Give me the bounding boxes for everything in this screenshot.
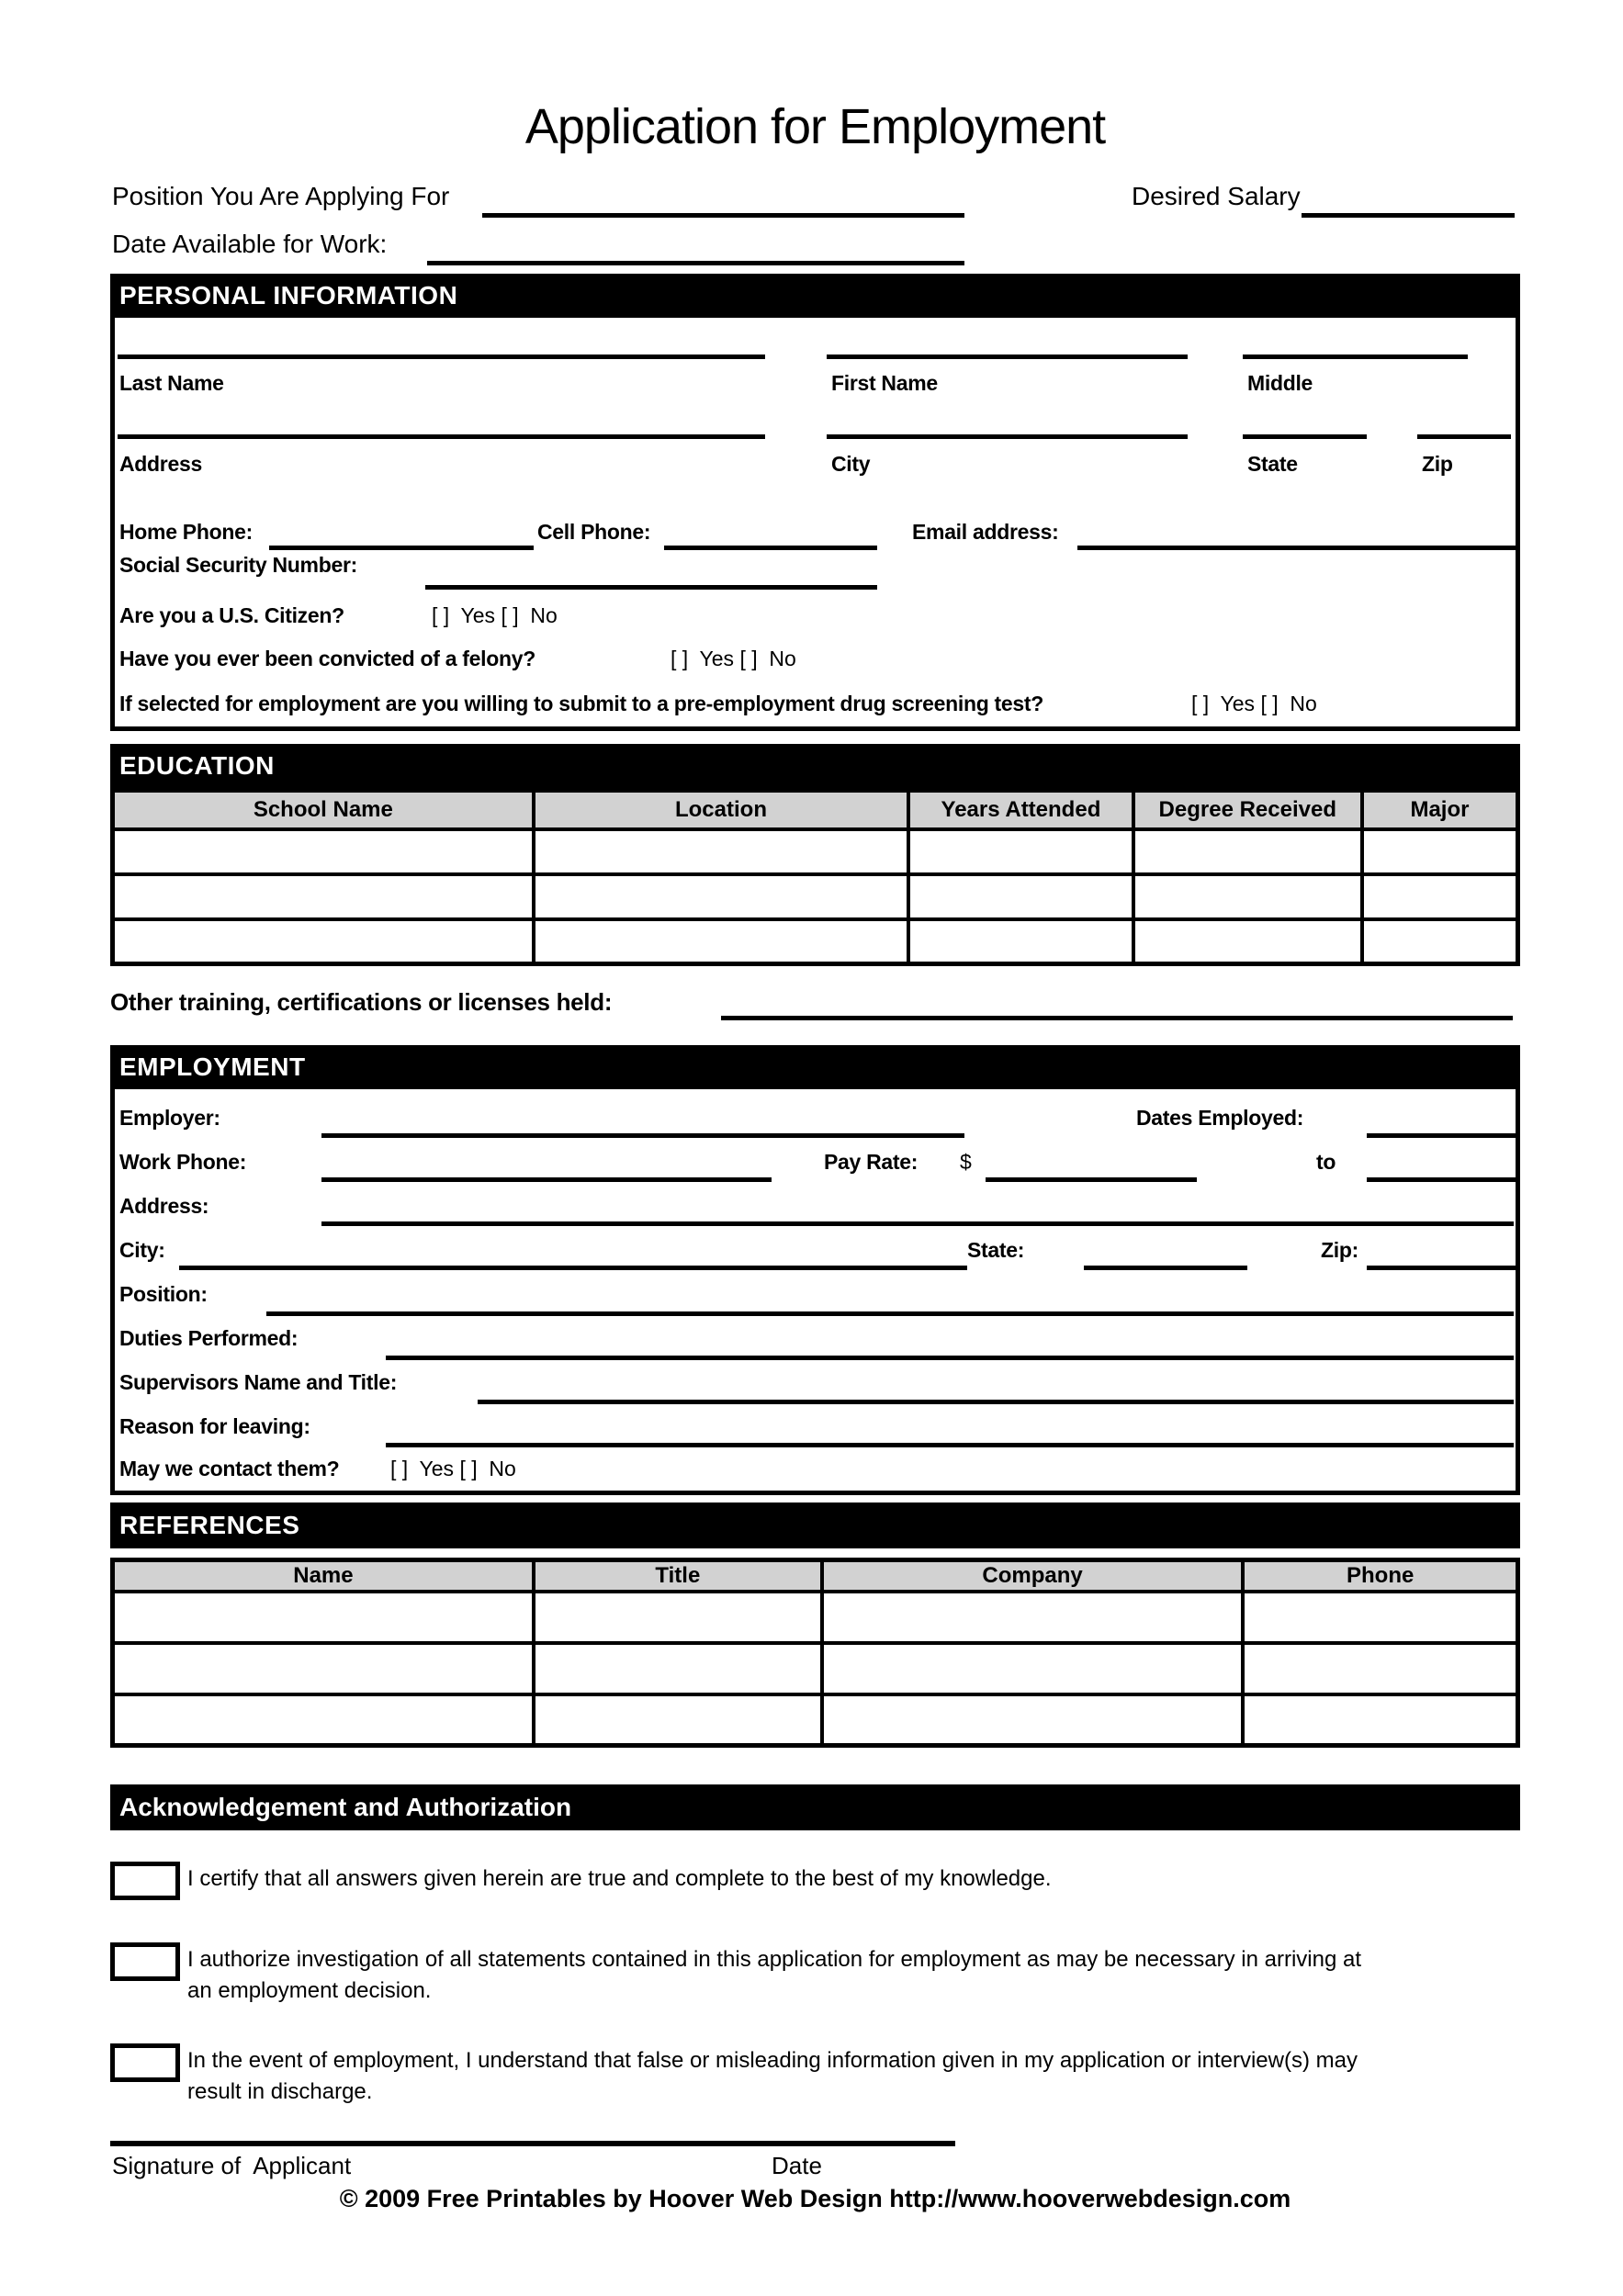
references-cell[interactable] xyxy=(1243,1592,1517,1643)
references-cell[interactable] xyxy=(534,1592,822,1643)
citizen-question-label: Are you a U.S. Citizen? xyxy=(119,603,344,627)
references-row xyxy=(113,1643,1518,1694)
top-fields xyxy=(110,182,1520,270)
references-section-header: REFERENCES xyxy=(110,1503,1520,1548)
education-col-school-name: School Name xyxy=(113,791,534,829)
education-cell[interactable] xyxy=(1133,829,1362,874)
supervisor-name-label: Supervisors Name and Title: xyxy=(119,1370,398,1394)
employer-state-input-line[interactable] xyxy=(1084,1266,1247,1270)
references-cell[interactable] xyxy=(822,1643,1244,1694)
certify-checkbox[interactable] xyxy=(110,1862,180,1900)
references-row xyxy=(113,1592,1518,1643)
last-name-label: Last Name xyxy=(119,371,224,395)
certify-statement-item xyxy=(110,1862,1520,1900)
position-held-input-line[interactable] xyxy=(266,1311,1514,1316)
middle-name-label: Middle xyxy=(1247,371,1313,395)
education-cell[interactable] xyxy=(1362,874,1518,919)
work-phone-label: Work Phone: xyxy=(119,1150,247,1174)
zip-input-line[interactable] xyxy=(1417,434,1511,439)
references-col-title: Title xyxy=(534,1560,822,1592)
felony-yes-no-options[interactable]: [ ] Yes [ ] No xyxy=(671,647,796,670)
education-col-location: Location xyxy=(534,791,909,829)
education-row xyxy=(113,874,1518,919)
acknowledgement-section-header: Acknowledgement and Authorization xyxy=(110,1784,1520,1830)
authorize-statement-item xyxy=(110,1942,1520,2007)
education-cell[interactable] xyxy=(1133,874,1362,919)
first-name-input-line[interactable] xyxy=(827,355,1188,359)
reason-for-leaving-input-line[interactable] xyxy=(386,1443,1514,1447)
employment-box xyxy=(110,1089,1520,1495)
discharge-statement-text: In the event of employment, I understand that false or misleading information given in my application or interview(s) may result in discharge. xyxy=(187,2048,1358,2104)
felony-question-label: Have you ever been convicted of a felony? xyxy=(119,647,535,670)
pay-rate-label: Pay Rate: xyxy=(824,1150,919,1174)
date-available-label: Date Available for Work: xyxy=(112,230,388,258)
education-section-header: EDUCATION xyxy=(110,744,1520,788)
personal-info-section-header: PERSONAL INFORMATION xyxy=(110,274,1520,318)
references-cell[interactable] xyxy=(113,1694,534,1746)
education-cell[interactable] xyxy=(534,919,909,964)
references-col-phone: Phone xyxy=(1243,1560,1517,1592)
signature-input-line[interactable] xyxy=(110,2141,955,2146)
copyright-text: © 2009 Free Printables by Hoover Web Design http://www.hooverwebdesign.com xyxy=(339,2185,1291,2212)
desired-salary-label: Desired Salary xyxy=(1132,182,1301,210)
references-cell[interactable] xyxy=(1243,1694,1517,1746)
currency-symbol: $ xyxy=(960,1150,972,1174)
form-content xyxy=(110,0,1520,2228)
references-col-company: Company xyxy=(822,1560,1244,1592)
employer-input-line[interactable] xyxy=(321,1133,964,1138)
citizen-yes-no-options[interactable]: [ ] Yes [ ] No xyxy=(432,603,558,627)
may-we-contact-yes-no-options[interactable]: [ ] Yes [ ] No xyxy=(390,1457,516,1480)
dates-employed-to-input-line[interactable] xyxy=(1367,1177,1516,1182)
date-label: Date xyxy=(772,2152,822,2179)
email-input-line[interactable] xyxy=(1077,546,1516,550)
position-applying-input-line[interactable] xyxy=(482,213,964,218)
education-row xyxy=(113,829,1518,874)
education-cell[interactable] xyxy=(534,829,909,874)
cell-phone-input-line[interactable] xyxy=(664,546,877,550)
references-table xyxy=(110,1558,1520,1748)
work-phone-input-line[interactable] xyxy=(321,1177,772,1182)
supervisor-name-input-line[interactable] xyxy=(478,1400,1514,1404)
address-label: Address xyxy=(119,452,202,476)
discharge-checkbox[interactable] xyxy=(110,2043,180,2082)
drug-test-question-label: If selected for employment are you willing to submit to a pre-employment drug screening test? xyxy=(119,692,1044,715)
signature-block xyxy=(110,2141,1520,2228)
address-input-line[interactable] xyxy=(118,434,765,439)
education-table xyxy=(110,788,1520,966)
zip-label: Zip xyxy=(1422,452,1453,476)
employer-city-label: City: xyxy=(119,1238,165,1262)
employer-state-label: State: xyxy=(967,1238,1025,1262)
education-cell[interactable] xyxy=(1133,919,1362,964)
pay-rate-input-line[interactable] xyxy=(986,1177,1197,1182)
references-cell[interactable] xyxy=(534,1643,822,1694)
other-training-row xyxy=(110,988,1520,1027)
employer-zip-input-line[interactable] xyxy=(1367,1266,1516,1270)
dates-employed-label: Dates Employed: xyxy=(1136,1106,1304,1130)
education-cell[interactable] xyxy=(908,874,1133,919)
employer-zip-label: Zip: xyxy=(1321,1238,1358,1262)
education-cell[interactable] xyxy=(113,919,534,964)
employer-label: Employer: xyxy=(119,1106,220,1130)
middle-name-input-line[interactable] xyxy=(1243,355,1468,359)
discharge-statement-item xyxy=(110,2043,1520,2108)
education-cell[interactable] xyxy=(113,829,534,874)
home-phone-label: Home Phone: xyxy=(119,520,253,544)
dates-employed-from-input-line[interactable] xyxy=(1367,1133,1516,1138)
state-label: State xyxy=(1247,452,1298,476)
education-cell[interactable] xyxy=(113,874,534,919)
authorize-statement-text: I authorize investigation of all statements contained in this application for employment as may be necessary in arriving at an employment decision. xyxy=(187,1947,1361,2003)
employer-address-label: Address: xyxy=(119,1194,209,1218)
education-cell[interactable] xyxy=(1362,919,1518,964)
duties-performed-input-line[interactable] xyxy=(386,1356,1514,1360)
ssn-input-line[interactable] xyxy=(425,585,877,590)
last-name-input-line[interactable] xyxy=(118,355,765,359)
other-training-label: Other training, certifications or licenses held: xyxy=(110,988,613,1016)
signature-of-applicant-label: Signature of Applicant xyxy=(112,2152,352,2179)
education-header-row xyxy=(113,791,1518,829)
position-held-label: Position: xyxy=(119,1282,208,1306)
education-cell[interactable] xyxy=(1362,829,1518,874)
references-cell[interactable] xyxy=(113,1592,534,1643)
employer-city-input-line[interactable] xyxy=(179,1266,967,1270)
references-cell[interactable] xyxy=(113,1643,534,1694)
references-cell[interactable] xyxy=(534,1694,822,1746)
email-label: Email address: xyxy=(912,520,1059,544)
education-col-degree-received: Degree Received xyxy=(1133,791,1362,829)
may-we-contact-label: May we contact them? xyxy=(119,1457,340,1480)
education-cell[interactable] xyxy=(908,919,1133,964)
references-cell[interactable] xyxy=(822,1694,1244,1746)
education-col-years-attended: Years Attended xyxy=(908,791,1133,829)
education-row xyxy=(113,919,1518,964)
education-col-major: Major xyxy=(1362,791,1518,829)
references-cell[interactable] xyxy=(1243,1643,1517,1694)
references-row xyxy=(113,1694,1518,1746)
personal-info-box xyxy=(110,318,1520,731)
education-cell[interactable] xyxy=(534,874,909,919)
drug-test-yes-no-options[interactable]: [ ] Yes [ ] No xyxy=(1191,692,1317,715)
duties-performed-label: Duties Performed: xyxy=(119,1326,299,1350)
certify-statement-text: I certify that all answers given herein are true and complete to the best of my knowledge. xyxy=(187,1866,1052,1891)
city-input-line[interactable] xyxy=(827,434,1188,439)
first-name-label: First Name xyxy=(831,371,938,395)
references-col-name: Name xyxy=(113,1560,534,1592)
date-available-input-line[interactable] xyxy=(427,261,964,265)
desired-salary-input-line[interactable] xyxy=(1302,213,1515,218)
pay-rate-to-label: to xyxy=(1316,1150,1336,1174)
references-cell[interactable] xyxy=(822,1592,1244,1643)
employer-address-input-line[interactable] xyxy=(321,1221,1514,1226)
state-input-line[interactable] xyxy=(1243,434,1367,439)
home-phone-input-line[interactable] xyxy=(269,546,534,550)
reason-for-leaving-label: Reason for leaving: xyxy=(119,1414,310,1438)
ssn-label: Social Security Number: xyxy=(119,553,357,577)
references-header-row xyxy=(113,1560,1518,1592)
cell-phone-label: Cell Phone: xyxy=(537,520,651,544)
other-training-input-line[interactable] xyxy=(721,1016,1513,1020)
city-label: City xyxy=(831,452,871,476)
position-applying-label: Position You Are Applying For xyxy=(112,182,450,210)
authorize-checkbox[interactable] xyxy=(110,1942,180,1981)
page-title: Application for Employment xyxy=(524,99,1106,154)
employment-section-header: EMPLOYMENT xyxy=(110,1045,1520,1089)
education-cell[interactable] xyxy=(908,829,1133,874)
